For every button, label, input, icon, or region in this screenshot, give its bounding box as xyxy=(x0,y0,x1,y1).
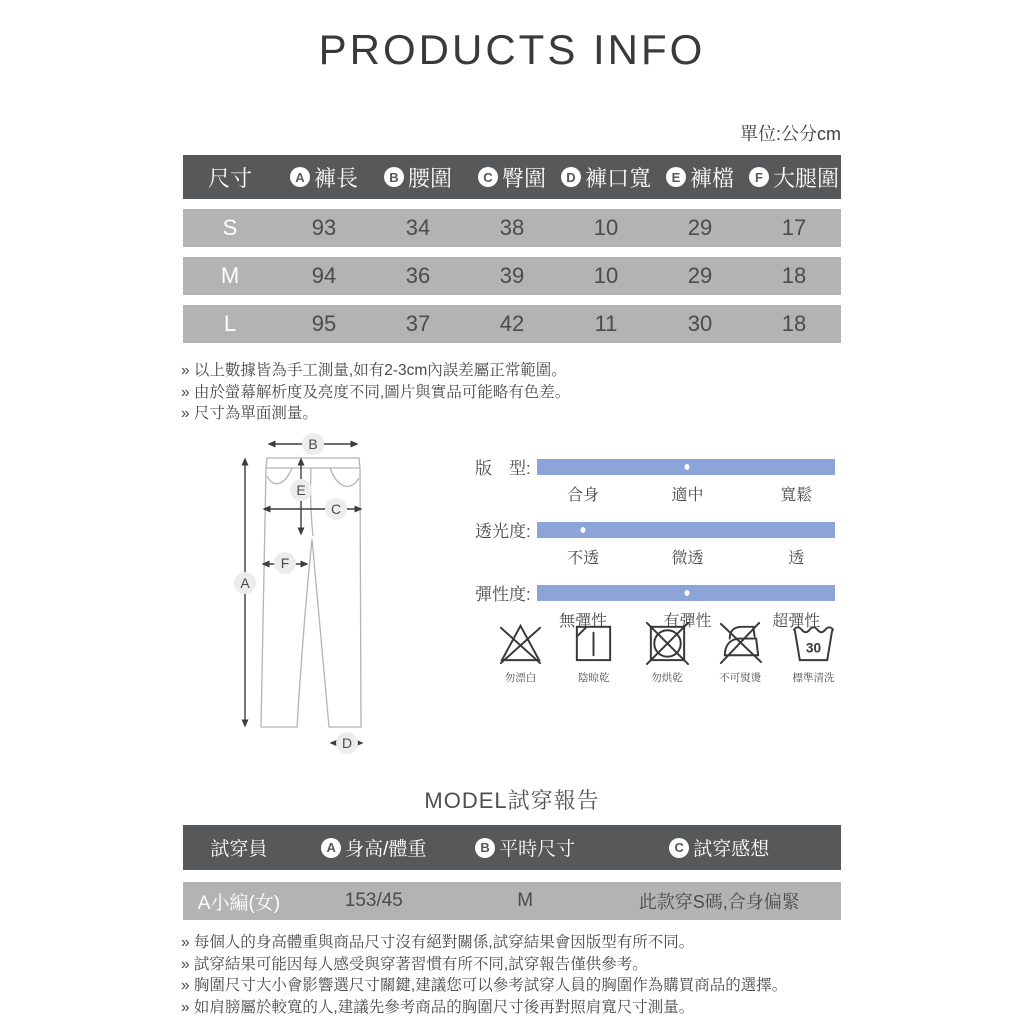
option-label: 有彈性 xyxy=(663,613,712,630)
column-header-impression xyxy=(598,834,841,861)
note-line: » 每個人的身高體重與商品尺寸沒有絕對關係,試穿結果會因版型有所不同。 xyxy=(181,934,695,951)
note-line: » 如肩膀屬於較寬的人,建議先參考商品的胸圍尺寸後再對照肩寬尺寸測量。 xyxy=(181,998,695,1016)
care-instructions xyxy=(497,618,837,685)
column-label: 褲長 xyxy=(313,165,358,191)
column-label: 腰圍 xyxy=(407,165,452,191)
badge-d-icon: D xyxy=(561,167,581,187)
option-label: 透 xyxy=(788,550,805,567)
pants-measurement-diagram xyxy=(231,430,377,762)
column-header-waist xyxy=(371,162,465,193)
cell-value: 39 xyxy=(499,263,525,288)
column-header-leg-opening xyxy=(559,162,653,193)
option-label: 適中 xyxy=(671,487,704,504)
column-label: 臀圍 xyxy=(501,165,546,191)
option-label: 超彈性 xyxy=(772,613,821,630)
column-label: 大腿圍 xyxy=(772,165,839,191)
cell-value: 10 xyxy=(593,263,619,288)
care-label: 陰晾乾 xyxy=(578,672,610,684)
option-label: 合身 xyxy=(567,487,600,504)
column-label: 褲口寬 xyxy=(584,165,651,191)
cell-value: 93 xyxy=(311,215,337,240)
size-label: S xyxy=(222,215,238,240)
pants-outline xyxy=(261,458,361,727)
size-column-header: 尺寸 xyxy=(207,165,252,191)
care-label: 勿烘乾 xyxy=(651,672,683,684)
report-table-row xyxy=(183,882,841,920)
cell-value: 10 xyxy=(593,215,619,240)
column-header-pant-length xyxy=(277,162,371,193)
cell-value: 34 xyxy=(405,215,431,240)
table-row-size-s xyxy=(183,209,841,247)
cell-value: 18 xyxy=(781,311,807,336)
badge-b-icon: B xyxy=(384,167,404,187)
cell-value: 38 xyxy=(499,215,525,240)
wash-temperature: 30 xyxy=(805,640,822,656)
label-e: E xyxy=(296,482,306,498)
cell-value: 36 xyxy=(405,263,431,288)
cell-value: 17 xyxy=(781,215,807,240)
option-label: 寬鬆 xyxy=(780,487,813,504)
care-label: 勿漂白 xyxy=(504,672,537,684)
option-label: 不透 xyxy=(567,550,600,567)
report-table-header xyxy=(183,825,841,870)
cut-slider-knob xyxy=(681,460,694,474)
no-iron-icon xyxy=(717,618,764,665)
model-report-table xyxy=(183,825,841,920)
standard-wash-30-icon xyxy=(790,618,837,665)
badge-e-icon: E xyxy=(666,167,686,187)
elasticity-slider-track xyxy=(537,585,835,601)
table-row-size-m xyxy=(183,257,841,295)
care-label: 標準清洗 xyxy=(792,672,835,684)
badge-b-icon: B xyxy=(475,838,495,858)
column-header-fitter: 試穿員 xyxy=(210,839,268,860)
column-header-height-weight xyxy=(295,834,453,861)
model-report-title: MODEL試穿報告 xyxy=(424,788,600,813)
cell-value: 29 xyxy=(687,263,713,288)
cell-height-weight: 153/45 xyxy=(344,890,403,911)
option-label: 無彈性 xyxy=(559,613,608,630)
size-label: L xyxy=(223,311,237,336)
badge-c-icon: C xyxy=(478,167,498,187)
column-header-hip xyxy=(465,162,559,193)
badge-a-icon: A xyxy=(321,838,341,858)
label-a: A xyxy=(240,575,250,591)
no-bleach-icon xyxy=(497,618,544,665)
cell-value: 95 xyxy=(311,311,337,336)
cell-value: 11 xyxy=(594,311,618,336)
care-item xyxy=(570,618,617,685)
badge-a-icon: A xyxy=(290,167,310,187)
note-line: » 以上數據皆為手工測量,如有2-3cm內誤差屬正常範圍。 xyxy=(181,362,567,379)
fit-slider-sheerness xyxy=(475,517,837,567)
cut-slider-options xyxy=(537,479,835,504)
cell-value: 30 xyxy=(687,311,713,336)
slider-label: 彈性度: xyxy=(475,585,531,604)
column-label: 身高/體重 xyxy=(345,839,427,860)
size-label: M xyxy=(220,263,240,288)
size-table-header xyxy=(183,155,841,199)
note-line: » 試穿結果可能因每人感受與穿著習慣有所不同,試穿報告僅供參考。 xyxy=(181,955,648,973)
column-label: 試穿感想 xyxy=(693,839,770,860)
option-label: 微透 xyxy=(671,550,704,567)
slider-label: 透光度: xyxy=(475,522,531,541)
fit-slider-cut xyxy=(475,454,837,504)
note-line: » 尺寸為單面測量。 xyxy=(181,405,318,422)
cut-slider-track xyxy=(537,459,835,475)
care-item xyxy=(790,618,837,685)
badge-f-icon: F xyxy=(749,167,769,187)
unit-label: 單位:公分cm xyxy=(740,124,841,144)
sheerness-slider-options xyxy=(537,542,835,567)
fit-indicators xyxy=(475,454,837,643)
cell-impression: 此款穿S碼,合身偏緊 xyxy=(638,892,800,912)
care-item xyxy=(717,618,764,685)
page-title: PRODUCTS INFO xyxy=(318,26,706,73)
fitter-name: A小編(女) xyxy=(197,892,281,914)
label-f: F xyxy=(280,555,290,571)
size-notes xyxy=(181,360,570,425)
column-header-usual-size xyxy=(453,834,598,861)
note-line: » 胸圍尺寸大小會影響選尺寸關鍵,建議您可以參考試穿人員的胸圍作為購買商品的選擇。 xyxy=(181,977,788,994)
care-item xyxy=(644,618,691,685)
no-tumble-dry-icon xyxy=(644,618,691,665)
column-label: 平時尺寸 xyxy=(499,839,576,860)
label-d: D xyxy=(341,735,353,751)
badge-c-icon: C xyxy=(669,838,689,858)
report-notes xyxy=(181,932,787,1018)
note-line: » 由於螢幕解析度及亮度不同,圖片與實品可能略有色差。 xyxy=(181,383,571,401)
label-c: C xyxy=(330,501,342,517)
size-table xyxy=(183,155,841,343)
column-header-thigh xyxy=(747,162,841,193)
sheerness-slider-knob xyxy=(577,523,590,537)
column-header-crotch xyxy=(653,162,747,193)
care-item xyxy=(497,618,544,685)
cell-value: 37 xyxy=(405,311,431,336)
elasticity-slider-knob xyxy=(681,586,694,600)
label-b: B xyxy=(308,436,318,452)
dry-in-shade-icon xyxy=(570,618,617,665)
cell-value: 18 xyxy=(781,263,807,288)
slider-label: 版 型: xyxy=(475,459,531,478)
measurement-labels xyxy=(234,433,358,754)
table-row-size-l xyxy=(183,305,841,343)
cell-value: 29 xyxy=(687,215,713,240)
care-label: 不可熨燙 xyxy=(719,672,762,684)
cell-usual-size: M xyxy=(517,890,534,911)
sheerness-slider-track xyxy=(537,522,835,538)
cell-value: 42 xyxy=(499,311,525,336)
cell-value: 94 xyxy=(311,263,337,288)
column-label: 褲檔 xyxy=(689,165,734,191)
